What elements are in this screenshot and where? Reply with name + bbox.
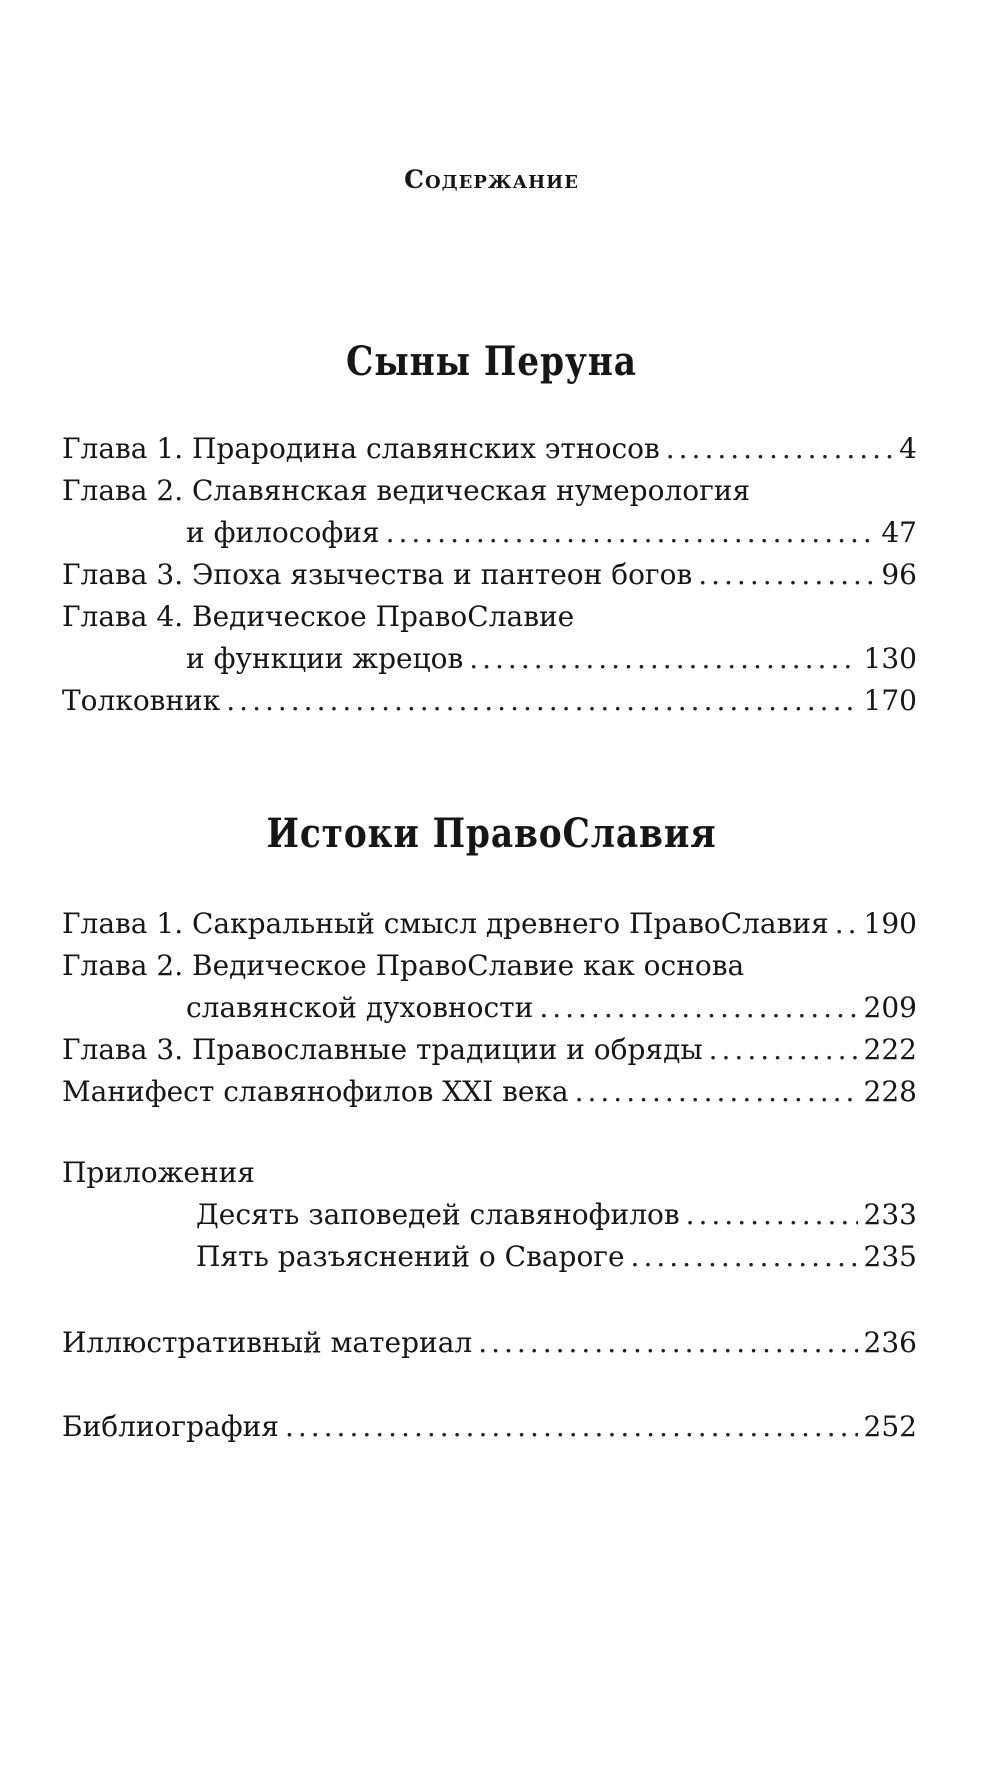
toc-entry[interactable] (62, 903, 917, 945)
toc-entry-label: Библиография (62, 1410, 279, 1443)
toc-entry-page: 170 (863, 684, 917, 717)
toc-entry-label: Пять разъяснений о Свароге (196, 1240, 625, 1273)
toc-entry-page: 4 (899, 432, 917, 465)
toc-entry[interactable] (62, 1322, 917, 1364)
toc-entry-page: 228 (863, 1075, 917, 1108)
dot-leader (478, 1322, 857, 1364)
toc-entry-label: Десять заповедей славянофилов (196, 1198, 680, 1231)
dot-leader (575, 1071, 858, 1113)
page-title: Содержание (404, 165, 579, 194)
toc-entry-continuation-label: славянской духовности (186, 991, 534, 1024)
toc-entry-page: 236 (863, 1326, 917, 1359)
dot-leader (686, 1194, 858, 1236)
toc-entry-label: Глава 1. Прародина славянских этносов (62, 432, 660, 465)
toc-entry-label: Глава 3. Православные традиции и обряды (62, 1033, 703, 1066)
dot-leader (469, 638, 857, 680)
toc-entry-label: Глава 2. Ведическое ПравоСлавие как основа (62, 949, 745, 982)
appendices-heading-label: Приложения (62, 1156, 255, 1189)
dot-leader (698, 554, 875, 596)
toc-entry-page: 209 (863, 991, 917, 1024)
toc-entry-continuation-label: и функции жрецов (186, 642, 464, 675)
appendices-heading (62, 1152, 255, 1194)
toc-entry-page: 222 (863, 1033, 917, 1066)
section-heading-sons-of-perun: Сыны Перуна (346, 338, 637, 385)
dot-leader (539, 987, 857, 1029)
dot-leader (666, 428, 893, 470)
toc-entry-page: 252 (863, 1410, 917, 1443)
toc-entry[interactable] (196, 1236, 917, 1278)
toc-entry-label: Глава 2. Славянская ведическая нумерология (62, 474, 751, 507)
toc-entry-continuation[interactable] (186, 512, 917, 554)
toc-entry-continuation[interactable] (186, 987, 917, 1029)
toc-entry[interactable] (62, 1029, 917, 1071)
dot-leader (631, 1236, 858, 1278)
toc-entry-label: Глава 1. Сакральный смысл древнего ПравоСлавия (62, 907, 829, 940)
toc-entry-label: Глава 4. Ведическое ПравоСлавие (62, 600, 575, 633)
dot-leader (709, 1029, 858, 1071)
dot-leader (386, 512, 876, 554)
toc-entry[interactable] (62, 945, 917, 987)
dot-leader (226, 680, 857, 722)
toc-entry-label: Иллюстративный материал (62, 1326, 473, 1359)
toc-entry-continuation-label: и философия (186, 516, 380, 549)
toc-entry[interactable] (62, 554, 917, 596)
toc-entry-page: 233 (863, 1198, 917, 1231)
toc-entry[interactable] (62, 428, 917, 470)
toc-entry[interactable] (196, 1194, 917, 1236)
toc-entry-page: 190 (863, 907, 917, 940)
toc-entry[interactable] (62, 1406, 917, 1448)
toc-entry-page: 235 (863, 1240, 917, 1273)
section-heading-origins-of-orthodoxy: Истоки ПравоСлавия (266, 810, 717, 857)
dot-leader (285, 1406, 858, 1448)
toc-entry-label: Манифест славянофилов XXI века (62, 1075, 569, 1108)
toc-entry-page: 47 (881, 516, 917, 549)
toc-entry[interactable] (62, 596, 917, 638)
toc-entry-label: Толковник (62, 684, 221, 717)
toc-entry[interactable] (62, 680, 917, 722)
toc-entry[interactable] (62, 470, 917, 512)
dot-leader (835, 903, 858, 945)
toc-entry-label: Глава 3. Эпоха язычества и пантеон богов (62, 558, 693, 591)
toc-entry-page: 96 (881, 558, 917, 591)
toc-entry[interactable] (62, 1071, 917, 1113)
toc-entry-continuation[interactable] (186, 638, 917, 680)
toc-entry-page: 130 (863, 642, 917, 675)
